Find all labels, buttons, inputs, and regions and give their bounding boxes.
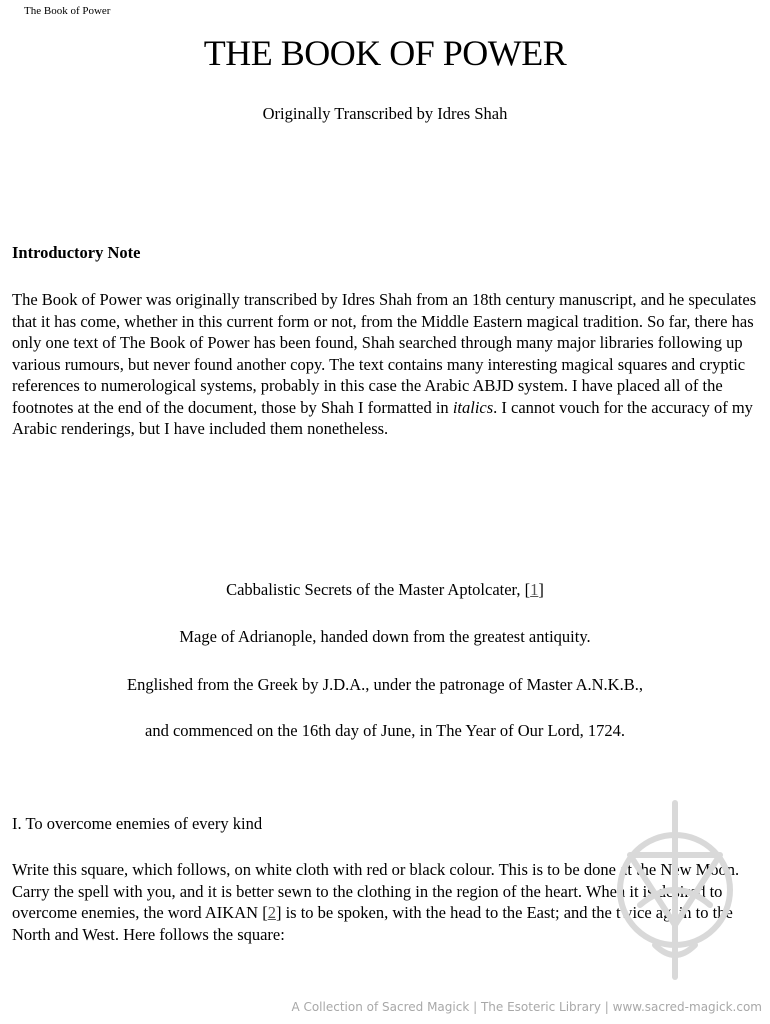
footnote-bracket: [	[262, 903, 268, 922]
preface-line-3: Englished from the Greek by J.D.A., under the patronage of Master A.N.K.B.,	[127, 675, 643, 694]
esoteric-library-seal-icon	[600, 795, 750, 985]
intro-paragraph	[12, 289, 764, 440]
footnote-link-1[interactable]: 1	[530, 580, 539, 599]
intro-text-1: The Book of Power was originally transcribed by Idres Shah from an 18th century manuscript, and he speculates that it has come, whether in this current form or not, from the Middle Eastern magical tradition. So far, there has only one text of The Book of Power has been found, Shah searched through many major libraries following up various rumours, but never found another copy. The text contains many interesting magical squares and cryptic references to numerological systems, probably in this case the Arabic ABJD system. I have placed all of the footnotes at the end of the document, those by Shah I formatted in	[12, 290, 757, 417]
preface-line-1	[0, 580, 770, 600]
page-title: THE BOOK OF POWER	[203, 33, 567, 73]
preface-line-4: and commenced on the 16th day of June, in The Year of Our Lord, 1724.	[145, 721, 625, 740]
footer: A Collection of Sacred Magick | The Esoteric Library | www.sacred-magick.com	[291, 1000, 762, 1014]
footnote-bracket: ]	[275, 903, 282, 922]
section-1-heading: I. To overcome enemies of every kind	[12, 814, 263, 833]
preface-line-2: Mage of Adrianople, handed down from the greatest antiquity.	[179, 627, 591, 646]
subtitle: Originally Transcribed by Idres Shah	[262, 104, 508, 123]
running-header: The Book of Power	[24, 5, 111, 17]
section-1-text-1: Write this square, which follows, on white cloth with red or black colour. This is to be done at the New Moon. Carry the spell with you, and it is better sewn to the clothing in the region of the heart. When it is desired to overcome enemies, the word AIKAN	[12, 860, 740, 922]
italic-word: italics	[452, 397, 494, 417]
footnote-bracket: [	[524, 580, 531, 599]
section-1-text-2: is to be spoken, with the head to the East; and the twice again to the North and West. Here follows the square:	[12, 903, 733, 944]
footnote-bracket: ]	[538, 580, 544, 599]
footnote-link-2[interactable]: 2	[267, 903, 276, 922]
intro-heading: Introductory Note	[12, 243, 141, 262]
preface-line-1-text: Cabbalistic Secrets of the Master Aptolcater,	[226, 580, 525, 599]
intro-text-2: . I cannot vouch for the accuracy of my Arabic renderings, but I have included them nonetheless.	[12, 397, 753, 438]
